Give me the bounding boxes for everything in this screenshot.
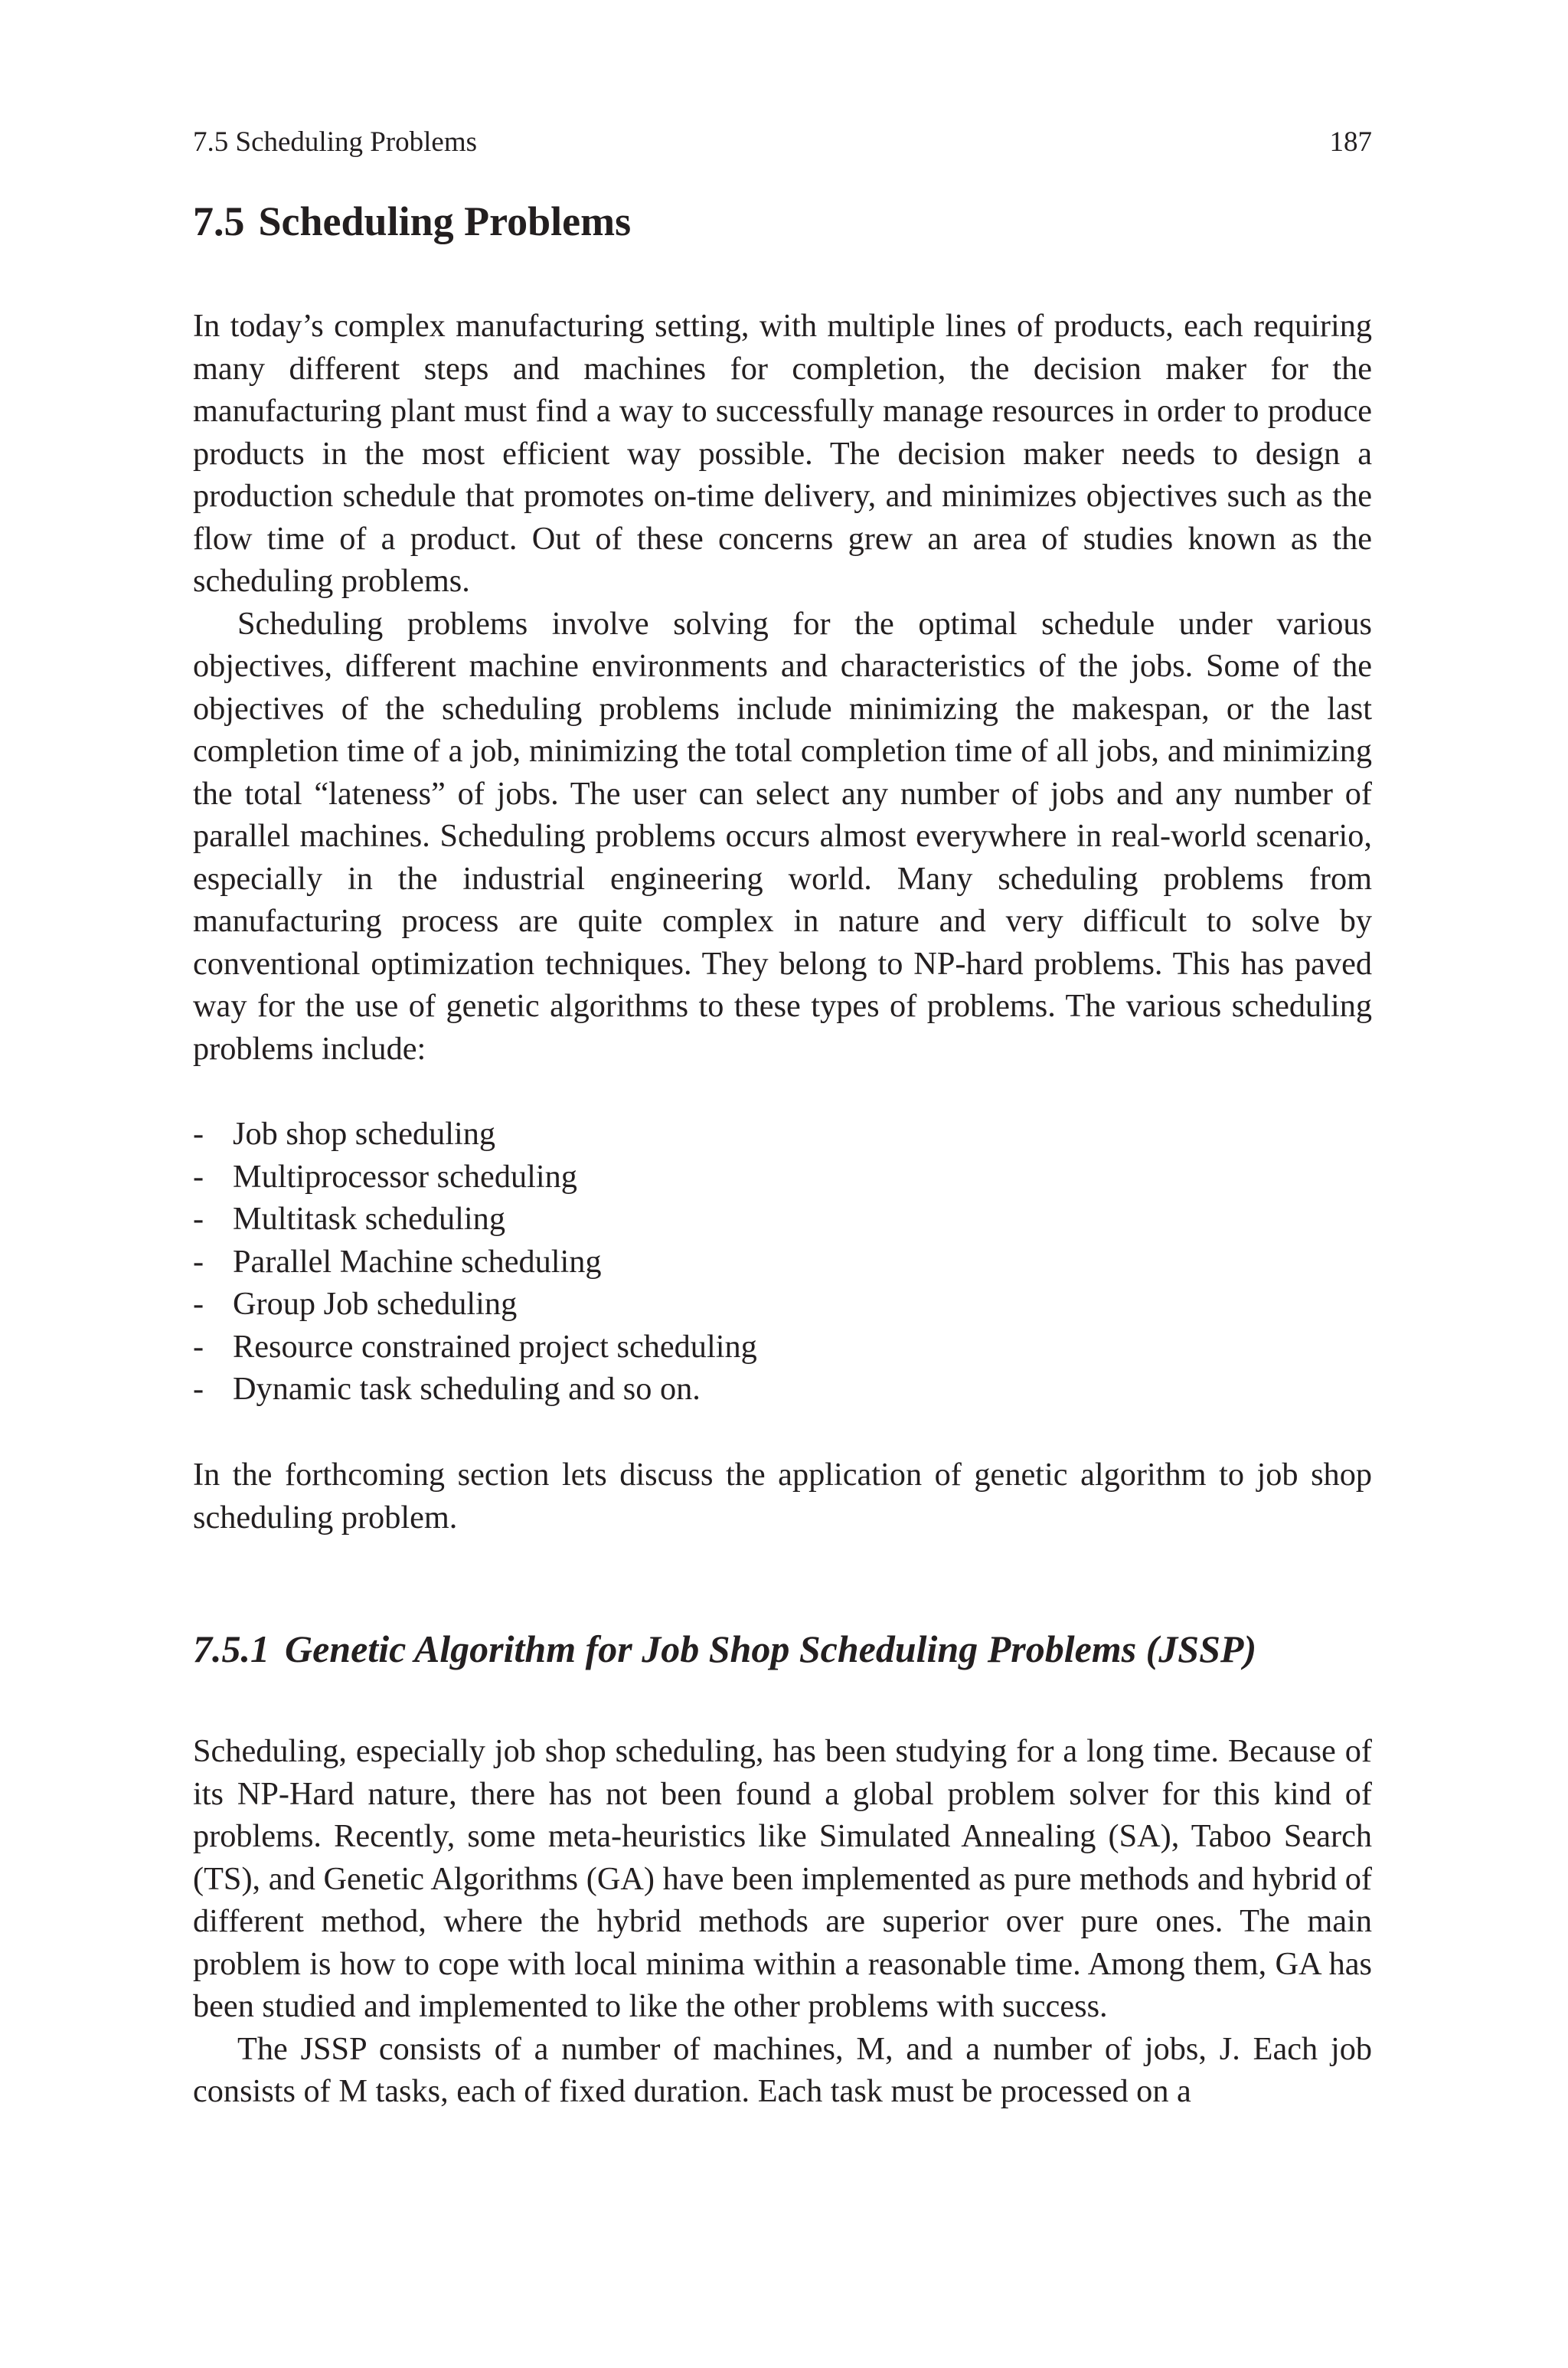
paragraph: Scheduling problems involve solving for the optimal schedule under various objectives, different machine environments and characteristics of the jobs. Some of the objectives of the scheduling problems include minimizing the makespan, or the last completion time of a job, minimizing the total completion time of all jobs, and minimizing the total “lateness” of jobs. The user can select any number of jobs and any number of parallel machines. Scheduling problems occurs almost everywhere in real-world scenario, especially in the industrial engineering world. Many scheduling problems from manufacturing process are quite complex in nature and very difficult to solve by conventional optimization techniques. They belong to NP-hard problems. This has paved way for the use of genetic algorithms to these types of problems. The various scheduling problems include: bbox=[193, 605, 1372, 1067]
bullet-dash: - bbox=[193, 1116, 204, 1152]
page-number: 187 bbox=[1329, 126, 1372, 158]
section-heading bbox=[193, 196, 631, 247]
bullet-dash: - bbox=[193, 1201, 204, 1237]
running-head bbox=[193, 126, 1372, 159]
list-item bbox=[193, 1368, 1372, 1411]
list-item bbox=[193, 1113, 1372, 1156]
bullet-dash: - bbox=[193, 1371, 204, 1407]
list-item-text: Dynamic task scheduling and so on. bbox=[233, 1371, 701, 1407]
scheduling-problems-list bbox=[193, 1113, 1372, 1411]
subsection-body bbox=[193, 1730, 1372, 2113]
list-item-text: Multiprocessor scheduling bbox=[233, 1158, 577, 1195]
subsection-heading bbox=[193, 1625, 1387, 1673]
closing-body bbox=[193, 1454, 1372, 1539]
subsection-title: Genetic Algorithm for Job Shop Scheduling Problems (JSSP) bbox=[285, 1627, 1257, 1670]
section-number: 7.5 bbox=[193, 198, 245, 244]
list-item-text: Parallel Machine scheduling bbox=[233, 1243, 602, 1280]
list-item-text: Multitask scheduling bbox=[233, 1201, 505, 1237]
section-body bbox=[193, 305, 1372, 1070]
list-item-text: Resource constrained project scheduling bbox=[233, 1328, 757, 1365]
list-item bbox=[193, 1283, 1372, 1326]
paragraph: The JSSP consists of a number of machines, M, and a number of jobs, J. Each job consists of M tasks, each of fixed duration. Each task must be processed on a bbox=[193, 2030, 1372, 2109]
list-item-text: Group Job scheduling bbox=[233, 1286, 518, 1322]
bullet-dash: - bbox=[193, 1158, 204, 1195]
list-item bbox=[193, 1156, 1372, 1199]
paragraph: In today’s complex manufacturing setting, with multiple lines of products, each requiring many different steps and machines for completion, the decision maker for the manufacturing plant must find a way to successfully manage resources in order to produce products in the most efficient way possible. The decision maker needs to design a production schedule that promotes on-time delivery, and minimizes objectives such as the flow time of a product. Out of these concerns grew an area of studies known as the scheduling problems. bbox=[193, 308, 1372, 599]
running-head-section: 7.5 Scheduling Problems bbox=[193, 126, 478, 158]
section-title: Scheduling Problems bbox=[258, 198, 632, 244]
bullet-dash: - bbox=[193, 1243, 204, 1280]
list-item bbox=[193, 1198, 1372, 1241]
bullet-dash: - bbox=[193, 1286, 204, 1322]
list-item bbox=[193, 1326, 1372, 1369]
paragraph: In the forthcoming section lets discuss the application of genetic algorithm to job shop scheduling problem. bbox=[193, 1457, 1372, 1536]
list-item bbox=[193, 1241, 1372, 1284]
paragraph: Scheduling, especially job shop scheduling, has been studying for a long time. Because of its NP-Hard nature, there has not been found a global problem solver for this kind of problems. Recently, some meta-heuristics like Simulated Annealing (SA), Taboo Search (TS), and Genetic Algorithms (GA) have been implemented as pure methods and hybrid of different method, where the hybrid methods are superior over pure ones. The main problem is how to cope with local minima within a reasonable time. Among them, GA has been studied and implemented to like the other problems with success. bbox=[193, 1733, 1372, 2024]
subsection-number: 7.5.1 bbox=[193, 1627, 270, 1670]
bullet-dash: - bbox=[193, 1328, 204, 1365]
list-item-text: Job shop scheduling bbox=[233, 1116, 496, 1152]
